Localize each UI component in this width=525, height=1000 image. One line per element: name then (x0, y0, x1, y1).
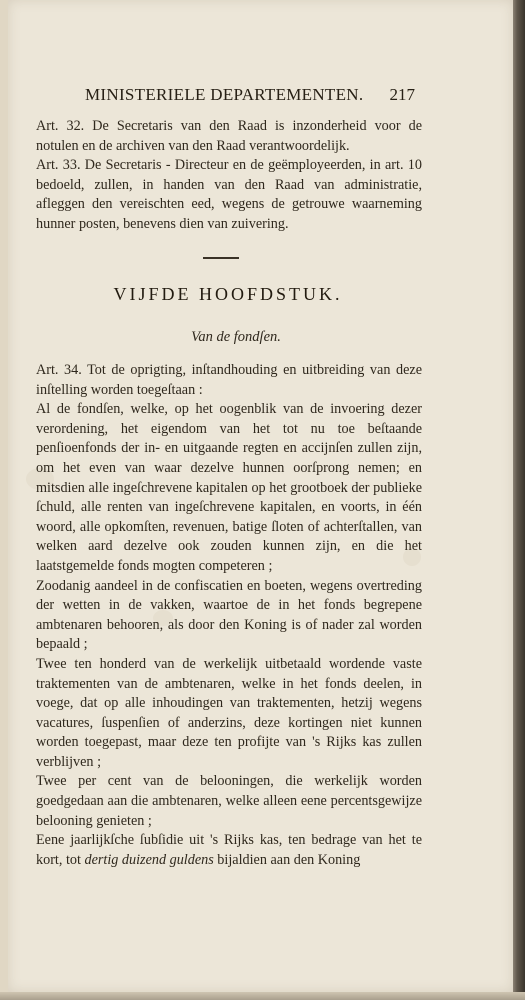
chapter-title: VIJFDE HOOFDSTUK. (113, 284, 343, 304)
scan-bottom-edge (0, 992, 525, 1000)
chapter-subtitle: Van de fondſen. (191, 329, 281, 345)
top-articles (36, 117, 422, 235)
running-head: MINISTERIELE DEPARTEMENTEN. (85, 85, 364, 104)
article-34: Art. 34. Tot de oprigting, inſtandhouding en uitbreiding van deze inſtelling worden toegeſtaan : (36, 362, 422, 398)
paragraph-annual-subsidy (36, 831, 422, 870)
article-33: Art. 33. De Secretaris - Directeur en de geëmployeerden, in art. 10 bedoeld, zullen, in handen van den Raad van administratie, afleggen den vereischten eed, wegens de getrouwe waarneming hunner posten, benevens dien van zuivering. (36, 157, 422, 232)
book-binding-edge (513, 0, 525, 1000)
paragraph-two-percent-rewards: Twee per cent van de belooningen, die werkelijk worden goedgedaan aan die ambtenaren, welke alleen eene percentsgewijze belooning genieten ; (36, 773, 422, 829)
subsidy-amount-italic: dertig duizend guldens (84, 851, 214, 868)
paragraph-confiscations: Zoodanig aandeel in de confiscatien en boeten, wegens overtreding der wetten in de vakken, waartoe de in het fonds begrepene ambtenaren behooren, als door den Koning is of nader zal worden bepaald ; (36, 577, 422, 653)
section-divider (203, 257, 239, 259)
paragraph-funds: Al de fondſen, welke, op het oogenblik van de invoering dezer verordening, het eigendom van het tot nu toe beſtaande penſioenfonds der in- en uitgaande regten en accijnſen zullen zijn, om het even van waar dezelve hunnen oorſprong nemen; en mitsdien alle ingeſchrevene kapitalen op het grootboek der publieke ſchuld, alle renten van ingeſchrevene kapitalen, en voorts, in één woord, alle opkomſten, revenuen, batige ſloten of achterſtallen, van welken aard dezelve ook zouden kunnen zijn, en die het laatstgemelde fonds mogten competeren ; (36, 401, 422, 574)
subsidy-text-start: Eene jaarlijkſche ſubſidie uit 's Rijks kas, ten bedrage van het te kort, tot (36, 832, 422, 868)
article-32: Art. 32. De Secretaris van den Raad is inzonderheid voor de notulen en de archiven van den Raad verantwoordelijk. (36, 118, 422, 154)
paragraph-two-percent-salaries: Twee ten honderd van de werkelijk uitbetaald wordende vaste traktementen van de ambtenaren, welke in het fonds deelen, in voege, dat op alle inhoudingen van traktementen, hetzij wegens vacatures, ſuspenſien of anderzins, deze kortingen niet kunnen worden toegepast, maar deze ten profijte van 's Rijks kas zullen verblijven ; (36, 655, 422, 770)
page-header (55, 85, 415, 111)
subsidy-text-end: bijaldien aan den Koning (213, 851, 361, 868)
main-articles (36, 361, 422, 870)
page-number: 217 (389, 85, 415, 104)
